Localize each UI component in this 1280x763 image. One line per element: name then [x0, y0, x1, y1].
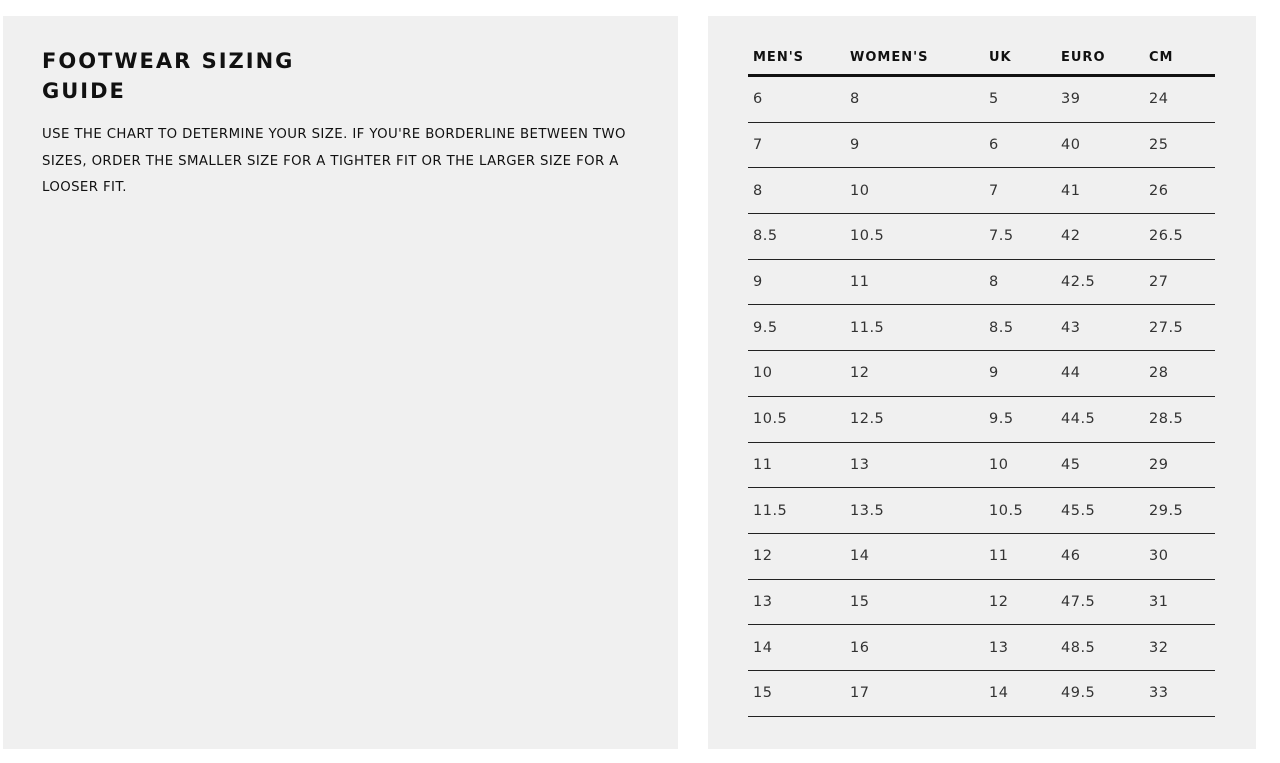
cell-euro: 45: [1056, 442, 1144, 488]
table-row: [748, 579, 1215, 625]
cell-mens: 7: [748, 122, 845, 168]
cell-mens: 9.5: [748, 305, 845, 351]
cell-womens: 11: [845, 259, 984, 305]
cell-womens: 13: [845, 442, 984, 488]
cell-mens: 15: [748, 670, 845, 716]
cell-mens: 8: [748, 168, 845, 214]
cell-cm: 29: [1144, 442, 1215, 488]
cell-cm: 25: [1144, 122, 1215, 168]
cell-uk: 11: [984, 533, 1056, 579]
cell-mens: 8.5: [748, 214, 845, 260]
cell-uk: 9.5: [984, 396, 1056, 442]
cell-cm: 26: [1144, 168, 1215, 214]
cell-cm: 32: [1144, 625, 1215, 671]
column-header-cm: CM: [1144, 50, 1215, 76]
cell-uk: 6: [984, 122, 1056, 168]
table-row: [748, 259, 1215, 305]
cell-mens: 6: [748, 76, 845, 123]
table-row: [748, 625, 1215, 671]
sizing-description: USE THE CHART TO DETERMINE YOUR SIZE. IF YOU'RE BORDERLINE BETWEEN TWO SIZES, ORDER THE SMALLER SIZE FOR A TIGHTER FIT OR THE LARGER SIZE FOR A LOOSER FIT.: [42, 127, 626, 195]
cell-womens: 13.5: [845, 488, 984, 534]
table-row: [748, 305, 1215, 351]
cell-cm: 28.5: [1144, 396, 1215, 442]
table-header-row: [748, 50, 1215, 76]
sizing-guide-panel: [3, 16, 678, 749]
table-row: [748, 670, 1215, 716]
page-title-line-1: FOOTWEAR SIZING: [42, 49, 295, 73]
cell-uk: 7: [984, 168, 1056, 214]
cell-euro: 40: [1056, 122, 1144, 168]
cell-mens: 14: [748, 625, 845, 671]
cell-womens: 8: [845, 76, 984, 123]
column-header-uk: UK: [984, 50, 1056, 76]
cell-womens: 9: [845, 122, 984, 168]
cell-womens: 14: [845, 533, 984, 579]
cell-euro: 43: [1056, 305, 1144, 351]
table-row: [748, 533, 1215, 579]
cell-womens: 10: [845, 168, 984, 214]
cell-euro: 42: [1056, 214, 1144, 260]
table-row: [748, 76, 1215, 123]
page-title-line-2: GUIDE: [42, 79, 126, 103]
column-header-mens: MEN'S: [748, 50, 845, 76]
table-row: [748, 122, 1215, 168]
cell-cm: 27: [1144, 259, 1215, 305]
cell-cm: 24: [1144, 76, 1215, 123]
table-row: [748, 168, 1215, 214]
cell-womens: 10.5: [845, 214, 984, 260]
cell-cm: 28: [1144, 351, 1215, 397]
cell-euro: 39: [1056, 76, 1144, 123]
table-row: [748, 488, 1215, 534]
cell-womens: 11.5: [845, 305, 984, 351]
cell-uk: 10.5: [984, 488, 1056, 534]
cell-cm: 30: [1144, 533, 1215, 579]
cell-womens: 17: [845, 670, 984, 716]
column-header-euro: EURO: [1056, 50, 1144, 76]
cell-uk: 10: [984, 442, 1056, 488]
table-row: [748, 396, 1215, 442]
cell-uk: 8: [984, 259, 1056, 305]
cell-euro: 41: [1056, 168, 1144, 214]
cell-womens: 12.5: [845, 396, 984, 442]
column-header-womens: WOMEN'S: [845, 50, 984, 76]
cell-mens: 12: [748, 533, 845, 579]
cell-euro: 48.5: [1056, 625, 1144, 671]
cell-womens: 16: [845, 625, 984, 671]
size-chart-table: [748, 50, 1215, 717]
cell-mens: 11: [748, 442, 845, 488]
cell-uk: 5: [984, 76, 1056, 123]
cell-womens: 15: [845, 579, 984, 625]
cell-uk: 14: [984, 670, 1056, 716]
cell-uk: 9: [984, 351, 1056, 397]
cell-uk: 13: [984, 625, 1056, 671]
page-title: [42, 46, 342, 106]
cell-cm: 33: [1144, 670, 1215, 716]
cell-cm: 27.5: [1144, 305, 1215, 351]
cell-mens: 11.5: [748, 488, 845, 534]
cell-euro: 44: [1056, 351, 1144, 397]
cell-euro: 49.5: [1056, 670, 1144, 716]
cell-euro: 45.5: [1056, 488, 1144, 534]
cell-cm: 31: [1144, 579, 1215, 625]
table-row: [748, 442, 1215, 488]
cell-mens: 10: [748, 351, 845, 397]
cell-mens: 13: [748, 579, 845, 625]
cell-womens: 12: [845, 351, 984, 397]
cell-mens: 9: [748, 259, 845, 305]
cell-cm: 29.5: [1144, 488, 1215, 534]
cell-euro: 46: [1056, 533, 1144, 579]
cell-mens: 10.5: [748, 396, 845, 442]
size-chart-panel: [708, 16, 1256, 749]
cell-euro: 47.5: [1056, 579, 1144, 625]
table-row: [748, 214, 1215, 260]
cell-uk: 7.5: [984, 214, 1056, 260]
size-chart-body: [748, 76, 1215, 717]
table-row: [748, 351, 1215, 397]
cell-euro: 44.5: [1056, 396, 1144, 442]
cell-uk: 8.5: [984, 305, 1056, 351]
cell-uk: 12: [984, 579, 1056, 625]
cell-euro: 42.5: [1056, 259, 1144, 305]
cell-cm: 26.5: [1144, 214, 1215, 260]
